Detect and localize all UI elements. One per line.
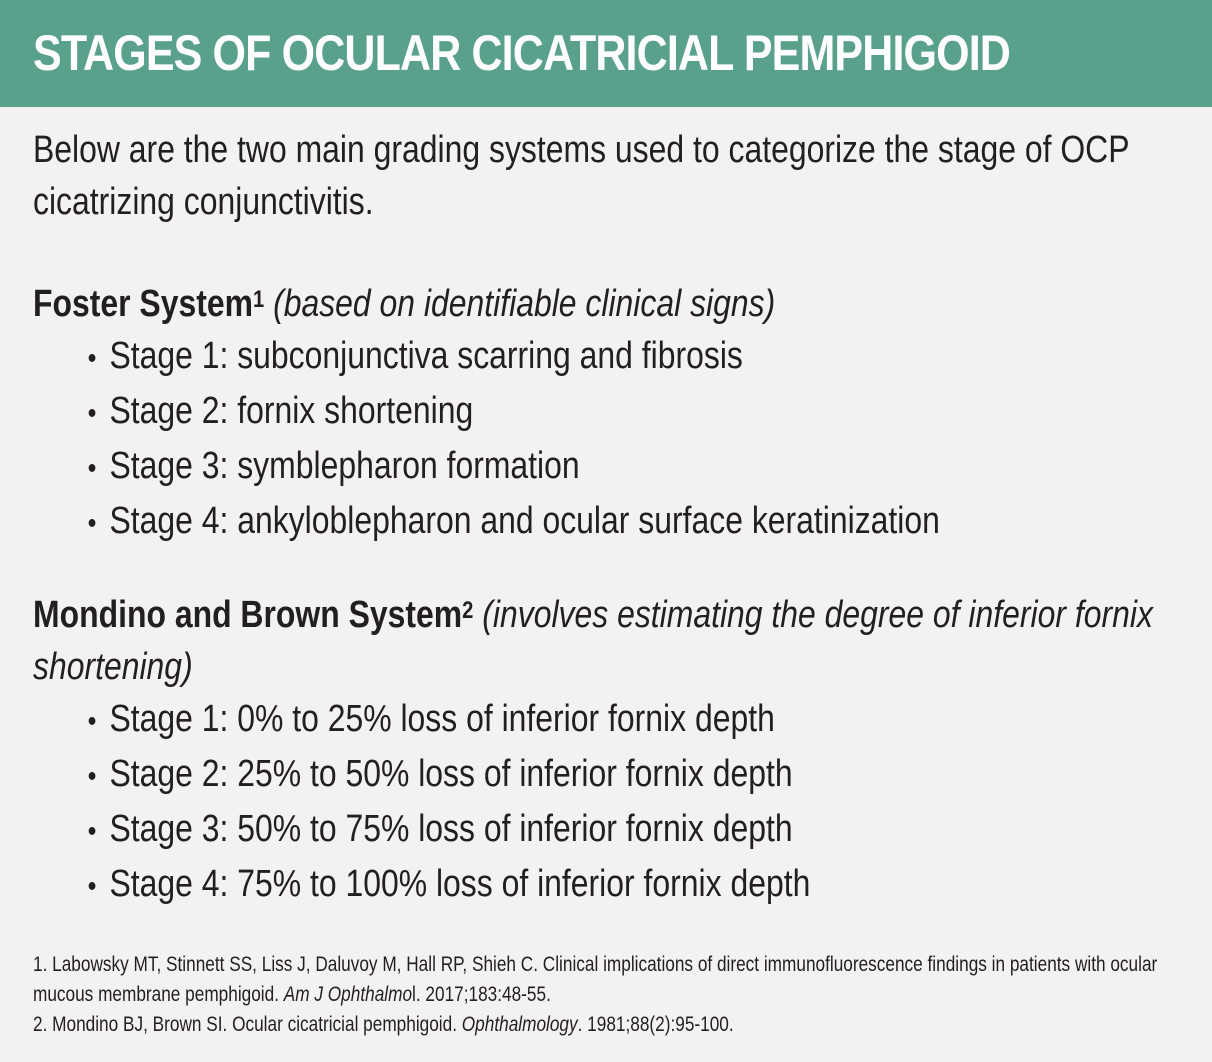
stage-text: Stage 2: fornix shortening xyxy=(109,390,474,432)
foster-stage-list xyxy=(33,330,1175,550)
stage-text: Stage 4: ankyloblepharon and ocular surface keratinization xyxy=(109,500,940,542)
mondino-ref-marker: 2 xyxy=(462,597,474,624)
list-item xyxy=(88,495,1176,550)
reference-journal: Am J Ophthalmo xyxy=(283,983,413,1006)
stage-text: Stage 1: 0% to 25% loss of inferior fornix depth xyxy=(109,698,775,740)
page-title: STAGES OF OCULAR CICATRICIAL PEMPHIGOID xyxy=(33,25,1010,81)
stage-text: Stage 3: 50% to 75% loss of inferior fornix depth xyxy=(109,808,793,850)
mondino-system-name: Mondino and Brown System xyxy=(33,594,463,636)
stage-text: Stage 1: subconjunctiva scarring and fibrosis xyxy=(109,335,743,377)
references xyxy=(33,950,1181,1040)
reference-text: 1. Labowsky MT, Stinnett SS, Liss J, Daluvoy M, Hall RP, Shieh C. Clinical implications of direct immunofluorescence findings in patients with ocular mucous membrane pemphigoid. xyxy=(33,953,1158,1006)
header-bar xyxy=(0,0,1212,107)
content-area xyxy=(33,124,1183,905)
stage-text: Stage 2: 25% to 50% loss of inferior fornix depth xyxy=(109,753,793,795)
foster-system-name: Foster System xyxy=(33,283,253,325)
list-item xyxy=(88,803,1176,858)
bullet-icon: • xyxy=(87,705,97,738)
mondino-description: (involves estimating the degree of inferior fornix shortening) xyxy=(33,594,1153,688)
foster-description: (based on identifiable clinical signs) xyxy=(273,283,776,325)
bullet-icon: • xyxy=(87,870,97,903)
foster-system-section xyxy=(33,278,1175,550)
bullet-icon: • xyxy=(87,342,97,375)
list-item xyxy=(88,440,1176,495)
list-item xyxy=(88,693,1176,748)
bullet-icon: • xyxy=(87,452,97,485)
reference-text: 2. Mondino BJ, Brown SI. Ocular cicatricial pemphigoid. xyxy=(33,1013,462,1036)
foster-ref-marker: 1 xyxy=(252,286,265,313)
list-item xyxy=(88,330,1176,385)
list-item xyxy=(88,385,1176,440)
mondino-system-section xyxy=(33,589,1175,913)
mondino-heading xyxy=(33,589,1175,693)
mondino-stage-list xyxy=(33,693,1175,913)
reference-citation: l. 2017;183:48-55. xyxy=(412,983,551,1006)
bullet-icon: • xyxy=(87,507,97,540)
list-item xyxy=(88,748,1176,803)
reference-item xyxy=(33,1010,1181,1040)
list-item xyxy=(88,858,1176,913)
bullet-icon: • xyxy=(87,760,97,793)
reference-item xyxy=(33,950,1181,1010)
stage-text: Stage 4: 75% to 100% loss of inferior fornix depth xyxy=(109,863,811,905)
reference-journal: Ophthalmology xyxy=(461,1013,578,1036)
bullet-icon: • xyxy=(87,397,97,430)
foster-heading xyxy=(33,278,1175,330)
bullet-icon: • xyxy=(87,815,97,848)
intro-paragraph: Below are the two main grading systems used to categorize the stage of OCP cicatrizing conjunctivitis. xyxy=(33,129,1129,223)
reference-citation: . 1981;88(2):95-100. xyxy=(577,1013,734,1036)
stage-text: Stage 3: symblepharon formation xyxy=(109,445,580,487)
